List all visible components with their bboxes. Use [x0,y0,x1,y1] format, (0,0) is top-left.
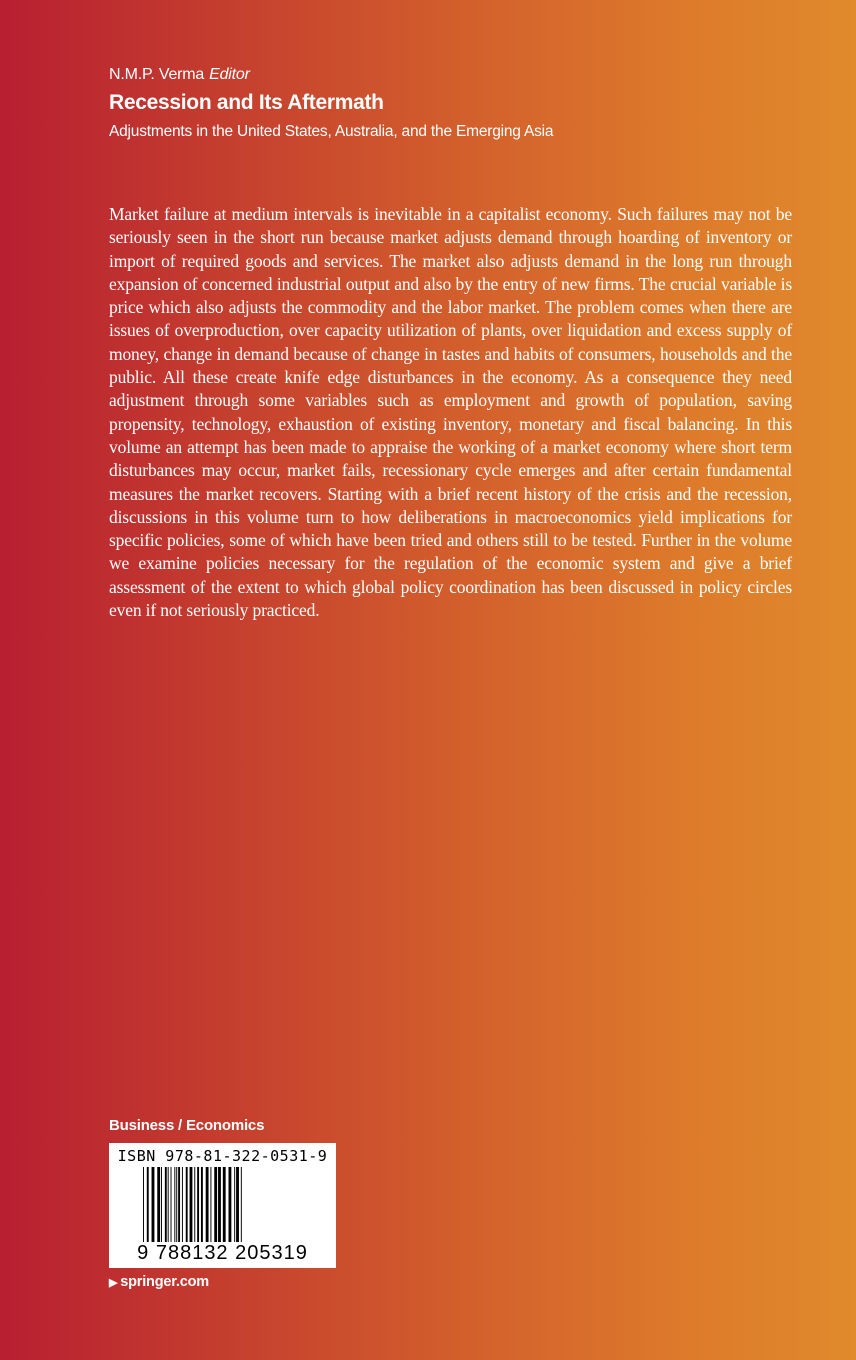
barcode-bar [223,1167,226,1251]
barcode-bar [152,1167,155,1251]
barcode-bar [178,1167,180,1251]
barcode-bar [147,1167,149,1251]
barcode-bar [161,1167,162,1251]
barcode-bar [176,1167,177,1251]
barcode-bar [218,1167,221,1251]
barcode-bar [241,1167,242,1251]
barcode-bar [229,1167,232,1251]
barcode-bar [182,1167,183,1251]
barcode-bar [171,1167,172,1251]
book-header [109,65,809,142]
barcode-bar [201,1167,203,1251]
barcode-bar [168,1167,169,1251]
barcode-bar [210,1167,211,1251]
barcode-digits-row [109,1242,336,1265]
barcode-bar [157,1167,160,1251]
barcode-bars [143,1167,307,1251]
isbn-barcode [109,1143,336,1268]
barcode-bar [214,1167,217,1251]
barcode-digits: 9 788132 205319 [137,1242,308,1264]
barcode-bar [174,1167,175,1251]
play-arrow-icon: ▶ [109,1277,118,1289]
subject-category: Business / Economics [109,1117,265,1134]
barcode-bar [197,1167,199,1251]
barcode-bar [234,1167,235,1251]
book-title: Recession and Its Aftermath [109,91,384,114]
barcode-bar [206,1167,209,1251]
barcode-bar [186,1167,188,1251]
editor-name: N.M.P. Verma [109,66,205,83]
publisher-site: springer.com [120,1274,209,1290]
book-subtitle: Adjustments in the United States, Australia, and the Emerging Asia [109,123,554,140]
barcode-bar [236,1167,239,1251]
publisher-link[interactable] [109,1274,209,1290]
barcode-bar [194,1167,195,1251]
barcode-bar [190,1167,193,1251]
isbn-label: ISBN 978-81-322-0531-9 [117,1147,328,1165]
editor-role: Editor [209,66,250,83]
book-description: Market failure at medium intervals is inevitable in a capitalist economy. Such failures may not be seriously seen in the short run because market adjusts demand through hoarding of inventory or import of required goods and services. The market also adjusts demand in the long run through expansion of concerned industrial output and also by the entry of new firms. The crucial variable is price which also adjusts the commodity and the labor market. The problem comes when there are issues of overproduction, over capacity utilization of plants, over liquidation and excess supply of money, change in demand because of change in tastes and habits of consumers, households and the public. All these create knife edge disturbances in the economy. As a consequence they need adjustment through some variables such as employment and growth of population, saving propensity, technology, exhaustion of existing inventory, monetary and fiscal balancing. In this volume an attempt has been made to appraise the working of a market economy where short term disturbances may occur, market fails, recessionary cycle emerges and after certain fundamental measures the market recovers. Starting with a brief recent history of the crisis and the recession, discussions in this volume turn to how deliberations in macroeconomics yield implications for specific policies, some of which have been tried and others still to be tested. Further in the volume we examine policies necessary for the regulation of the economic system and give a brief assessment of the extent to which global policy coordination has been discussed in policy circles even if not seriously practiced. [109,204,792,621]
editor-line [109,65,809,85]
barcode-bar [165,1167,167,1251]
barcode-bar [143,1167,144,1251]
